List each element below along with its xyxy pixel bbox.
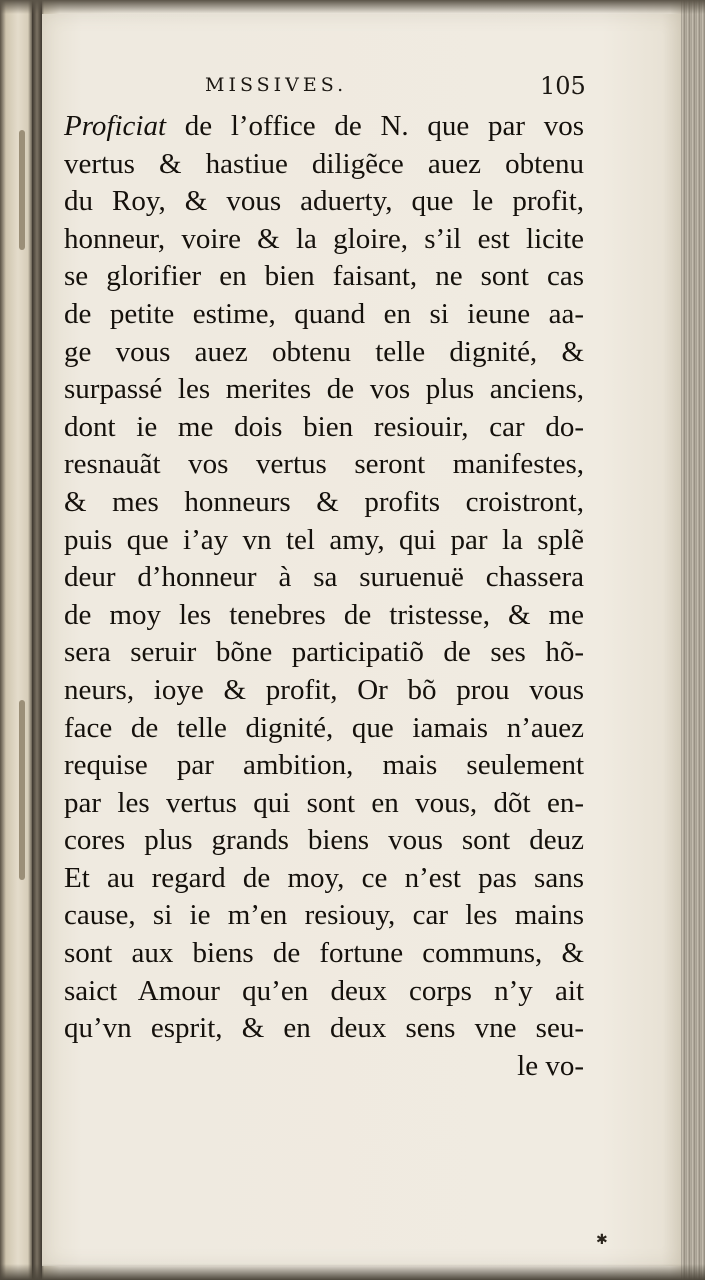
text-line: puis que i’ay vn tel amy, qui par la splẽ — [64, 523, 584, 556]
text-line: cause, si ie m’en resiouy, car les mains — [64, 899, 584, 932]
text-line: & mes honneurs & profits croistront, — [64, 485, 584, 518]
text-line: du Roy, & vous aduerty, que le profit, — [64, 185, 584, 218]
text-line: deur d’honneur à sa suruenuë chassera — [64, 561, 584, 594]
text-line: requise par ambition, mais seulement — [64, 749, 584, 782]
running-title: MISSIVES. — [205, 74, 348, 96]
text-line: surpassé les merites de vos plus anciens, — [64, 373, 584, 406]
text-line: vertus & hastiue diligẽce auez obtenu — [64, 147, 584, 180]
text-line: cores plus grands biens vous sont deuz — [64, 824, 584, 857]
binding-stitch — [19, 130, 25, 250]
text-line: Et au regard de moy, ce n’est pas sans — [64, 861, 584, 894]
text-line: de petite estime, quand en si ieune aa- — [64, 297, 584, 330]
text-line: se glorifier en bien faisant, ne sont cas — [64, 260, 584, 293]
letter-text — [64, 108, 584, 1085]
text-line — [64, 108, 584, 146]
book-gutter — [32, 0, 42, 1280]
text-line: honneur, voire & la gloire, s’il est licite — [64, 222, 584, 255]
page-edges — [681, 0, 705, 1280]
text-line: par les vertus qui sont en vous, dõt en- — [64, 786, 584, 819]
top-shadow — [0, 0, 705, 14]
text-line: saict Amour qu’en deux corps n’y ait — [64, 974, 584, 1007]
page-number: 105 — [540, 72, 586, 100]
text-line: face de telle dignité, que iamais n’auez — [64, 711, 584, 744]
opening-word: Proficiat — [64, 110, 167, 142]
first-line-text: de l’office de N. que par vos — [166, 110, 584, 142]
catchword: le vo- — [517, 1049, 584, 1082]
text-line: ge vous auez obtenu telle dignité, & — [64, 335, 584, 368]
text-line: qu’vn esprit, & en deux sens vne seu- — [64, 1012, 584, 1045]
text-line: resnauãt vos vertus seront manifestes, — [64, 448, 584, 481]
text-line: sera seruir bõne participatiõ de ses hõ- — [64, 636, 584, 669]
text-line: sont aux biens de fortune communs, & — [64, 937, 584, 970]
ink-speck: ✱ — [596, 1232, 608, 1248]
bottom-shadow — [0, 1264, 705, 1280]
binding-stitch — [19, 700, 25, 880]
text-line: dont ie me dois bien resiouir, car do- — [64, 410, 584, 443]
text-line: de moy les tenebres de tristesse, & me — [64, 598, 584, 631]
text-line: neurs, ioye & profit, Or bõ prou vous — [64, 673, 584, 706]
left-facing-page-edge — [0, 0, 32, 1280]
